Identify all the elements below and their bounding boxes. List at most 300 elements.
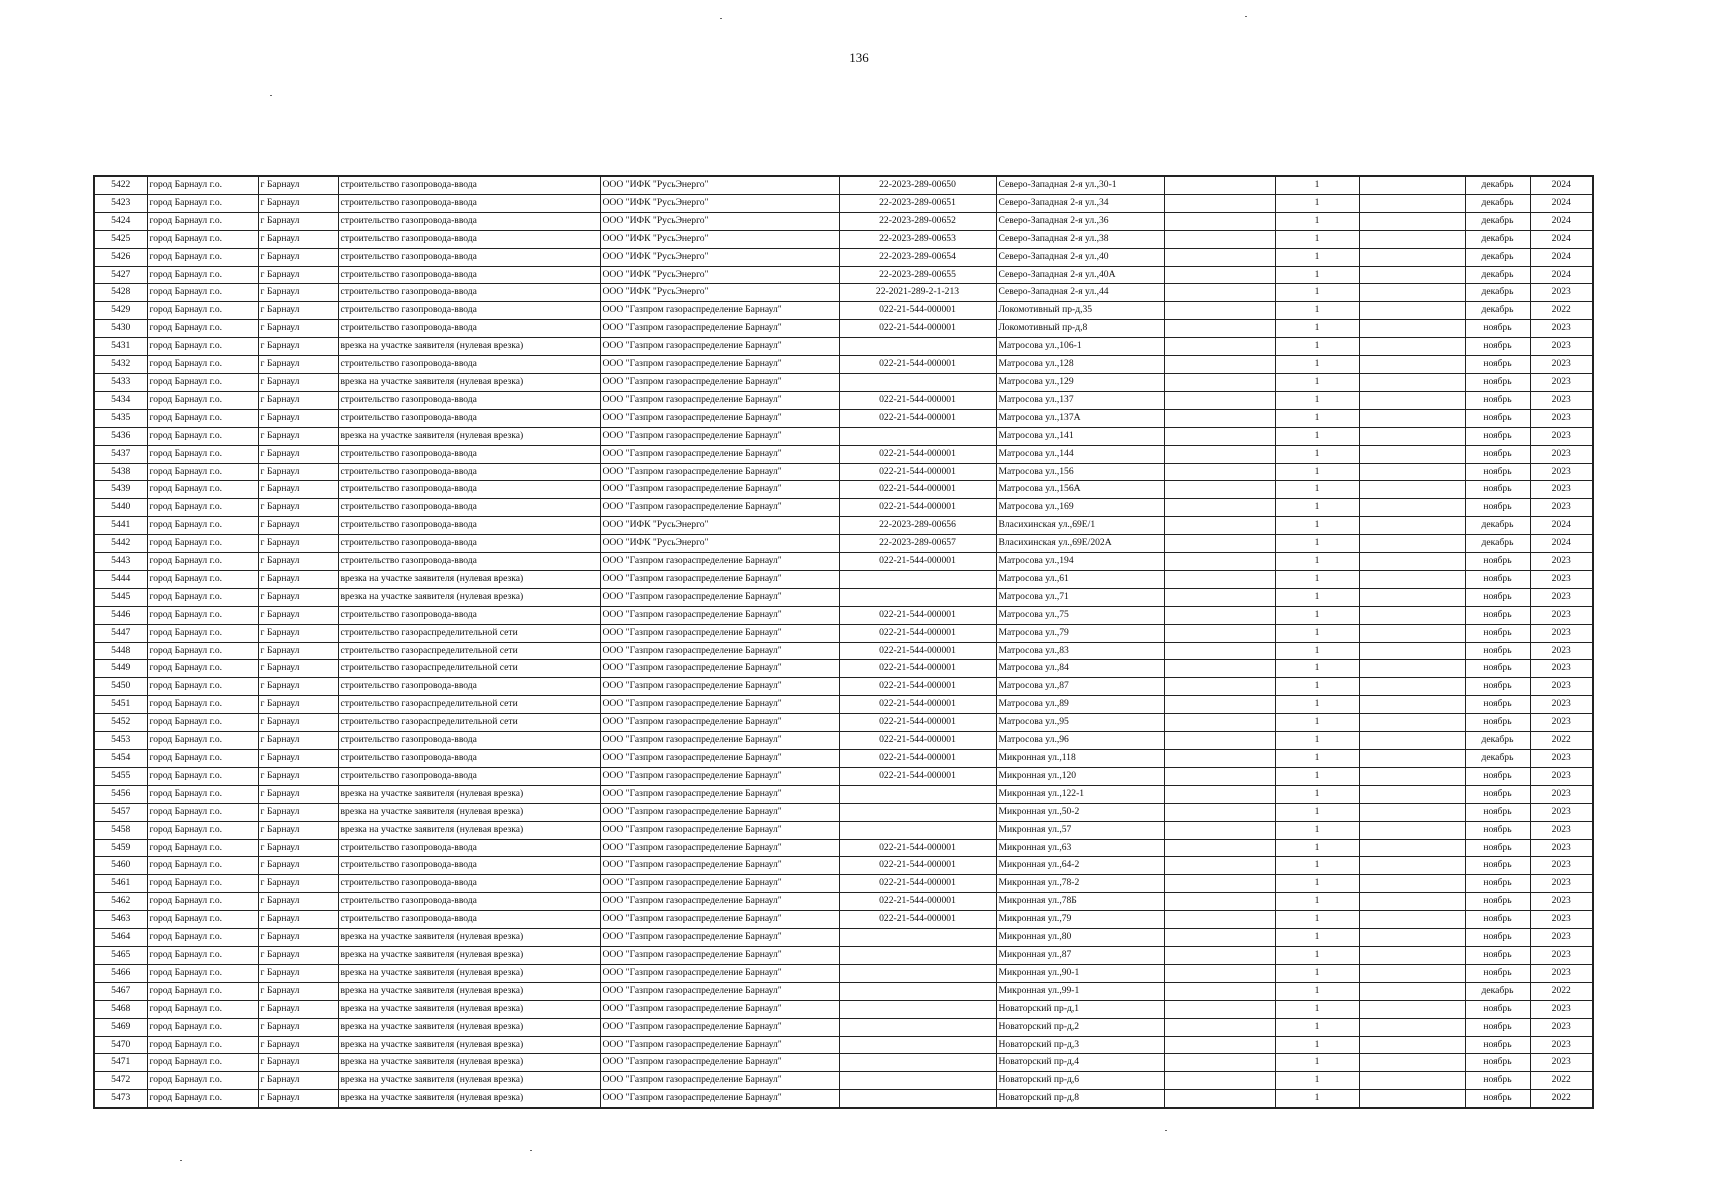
- empty-cell: [1359, 767, 1465, 785]
- empty-cell: [1164, 499, 1275, 517]
- organization-cell: ООО "Газпром газораспределение Барнаул": [600, 373, 839, 391]
- district-cell: город Барнаул г.о.: [147, 982, 258, 1000]
- empty-cell: [1359, 893, 1465, 911]
- month-cell: ноябрь: [1465, 391, 1530, 409]
- document-number-cell: [839, 964, 996, 982]
- month-cell: ноябрь: [1465, 338, 1530, 356]
- settlement-cell: г Барнаул: [258, 284, 338, 302]
- empty-cell: [1359, 732, 1465, 750]
- table-row: [94, 642, 1593, 660]
- year-cell: 2023: [1530, 660, 1593, 678]
- month-cell: ноябрь: [1465, 946, 1530, 964]
- organization-cell: ООО "Газпром газораспределение Барнаул": [600, 409, 839, 427]
- document-number-cell: 022-21-544-000001: [839, 660, 996, 678]
- month-cell: ноябрь: [1465, 875, 1530, 893]
- quantity-cell: 1: [1275, 660, 1359, 678]
- settlement-cell: г Барнаул: [258, 767, 338, 785]
- quantity-cell: 1: [1275, 445, 1359, 463]
- year-cell: 2023: [1530, 714, 1593, 732]
- settlement-cell: г Барнаул: [258, 338, 338, 356]
- year-cell: 2023: [1530, 356, 1593, 374]
- address-cell: Микронная ул.,57: [996, 821, 1164, 839]
- organization-cell: ООО "Газпром газораспределение Барнаул": [600, 1018, 839, 1036]
- settlement-cell: г Барнаул: [258, 1072, 338, 1090]
- month-cell: ноябрь: [1465, 767, 1530, 785]
- empty-cell: [1164, 624, 1275, 642]
- quantity-cell: 1: [1275, 284, 1359, 302]
- document-number-cell: [839, 821, 996, 839]
- quantity-cell: 1: [1275, 230, 1359, 248]
- empty-cell: [1359, 517, 1465, 535]
- organization-cell: ООО "Газпром газораспределение Барнаул": [600, 821, 839, 839]
- district-cell: город Барнаул г.о.: [147, 857, 258, 875]
- organization-cell: ООО "Газпром газораспределение Барнаул": [600, 839, 839, 857]
- month-cell: ноябрь: [1465, 373, 1530, 391]
- table-row: [94, 391, 1593, 409]
- row-number-cell: 5466: [94, 964, 147, 982]
- year-cell: 2023: [1530, 642, 1593, 660]
- quantity-cell: 1: [1275, 893, 1359, 911]
- empty-cell: [1359, 356, 1465, 374]
- month-cell: декабрь: [1465, 248, 1530, 266]
- table-row: [94, 803, 1593, 821]
- quantity-cell: 1: [1275, 732, 1359, 750]
- empty-cell: [1359, 1072, 1465, 1090]
- address-cell: Северо-Западная 2-я ул.,40А: [996, 266, 1164, 284]
- address-cell: Новаторский пр-д,1: [996, 1000, 1164, 1018]
- empty-cell: [1359, 445, 1465, 463]
- month-cell: ноябрь: [1465, 320, 1530, 338]
- empty-cell: [1164, 678, 1275, 696]
- district-cell: город Барнаул г.о.: [147, 893, 258, 911]
- district-cell: город Барнаул г.о.: [147, 588, 258, 606]
- quantity-cell: 1: [1275, 821, 1359, 839]
- organization-cell: ООО "Газпром газораспределение Барнаул": [600, 964, 839, 982]
- settlement-cell: г Барнаул: [258, 1018, 338, 1036]
- year-cell: 2023: [1530, 1000, 1593, 1018]
- empty-cell: [1359, 553, 1465, 571]
- settlement-cell: г Барнаул: [258, 696, 338, 714]
- year-cell: 2024: [1530, 212, 1593, 230]
- row-number-cell: 5457: [94, 803, 147, 821]
- quantity-cell: 1: [1275, 714, 1359, 732]
- settlement-cell: г Барнаул: [258, 1000, 338, 1018]
- table-row: [94, 857, 1593, 875]
- quantity-cell: 1: [1275, 624, 1359, 642]
- address-cell: Матросова ул.,87: [996, 678, 1164, 696]
- address-cell: Микронная ул.,80: [996, 929, 1164, 947]
- settlement-cell: г Барнаул: [258, 517, 338, 535]
- settlement-cell: г Барнаул: [258, 230, 338, 248]
- document-number-cell: 22-2023-289-00653: [839, 230, 996, 248]
- quantity-cell: 1: [1275, 1054, 1359, 1072]
- empty-cell: [1164, 427, 1275, 445]
- settlement-cell: г Барнаул: [258, 660, 338, 678]
- district-cell: город Барнаул г.о.: [147, 391, 258, 409]
- work-type-cell: врезка на участке заявителя (нулевая врезка): [338, 1000, 600, 1018]
- address-cell: Матросова ул.,95: [996, 714, 1164, 732]
- settlement-cell: г Барнаул: [258, 678, 338, 696]
- organization-cell: ООО "Газпром газораспределение Барнаул": [600, 338, 839, 356]
- row-number-cell: 5429: [94, 302, 147, 320]
- work-type-cell: врезка на участке заявителя (нулевая врезка): [338, 785, 600, 803]
- work-type-cell: врезка на участке заявителя (нулевая врезка): [338, 1036, 600, 1054]
- quantity-cell: 1: [1275, 338, 1359, 356]
- address-cell: Матросова ул.,106-1: [996, 338, 1164, 356]
- organization-cell: ООО "Газпром газораспределение Барнаул": [600, 481, 839, 499]
- document-number-cell: 22-2023-289-00652: [839, 212, 996, 230]
- address-cell: Матросова ул.,137: [996, 391, 1164, 409]
- table-row: [94, 785, 1593, 803]
- address-cell: Микронная ул.,78-2: [996, 875, 1164, 893]
- month-cell: декабрь: [1465, 982, 1530, 1000]
- year-cell: 2023: [1530, 409, 1593, 427]
- settlement-cell: г Барнаул: [258, 911, 338, 929]
- year-cell: 2023: [1530, 373, 1593, 391]
- year-cell: 2023: [1530, 1036, 1593, 1054]
- address-cell: Матросова ул.,83: [996, 642, 1164, 660]
- year-cell: 2023: [1530, 320, 1593, 338]
- empty-cell: [1359, 785, 1465, 803]
- address-cell: Матросова ул.,137А: [996, 409, 1164, 427]
- empty-cell: [1164, 266, 1275, 284]
- empty-cell: [1164, 982, 1275, 1000]
- address-cell: Матросова ул.,84: [996, 660, 1164, 678]
- empty-cell: [1164, 785, 1275, 803]
- settlement-cell: г Барнаул: [258, 570, 338, 588]
- address-cell: Матросова ул.,128: [996, 356, 1164, 374]
- empty-cell: [1164, 1090, 1275, 1108]
- document-number-cell: [839, 1036, 996, 1054]
- empty-cell: [1164, 1000, 1275, 1018]
- organization-cell: ООО "Газпром газораспределение Барнаул": [600, 929, 839, 947]
- empty-cell: [1359, 1090, 1465, 1108]
- organization-cell: ООО "Газпром газораспределение Барнаул": [600, 875, 839, 893]
- year-cell: 2023: [1530, 839, 1593, 857]
- empty-cell: [1164, 767, 1275, 785]
- work-type-cell: строительство газораспределительной сети: [338, 696, 600, 714]
- row-number-cell: 5472: [94, 1072, 147, 1090]
- month-cell: ноябрь: [1465, 499, 1530, 517]
- work-type-cell: врезка на участке заявителя (нулевая врезка): [338, 570, 600, 588]
- address-cell: Северо-Западная 2-я ул.,40: [996, 248, 1164, 266]
- address-cell: Матросова ул.,89: [996, 696, 1164, 714]
- address-cell: Микронная ул.,122-1: [996, 785, 1164, 803]
- empty-cell: [1164, 732, 1275, 750]
- address-cell: Матросова ул.,194: [996, 553, 1164, 571]
- row-number-cell: 5467: [94, 982, 147, 1000]
- settlement-cell: г Барнаул: [258, 839, 338, 857]
- empty-cell: [1164, 570, 1275, 588]
- address-cell: Матросова ул.,79: [996, 624, 1164, 642]
- work-type-cell: строительство газопровода-ввода: [338, 767, 600, 785]
- document-number-cell: [839, 373, 996, 391]
- year-cell: 2022: [1530, 732, 1593, 750]
- quantity-cell: 1: [1275, 839, 1359, 857]
- year-cell: 2023: [1530, 391, 1593, 409]
- organization-cell: ООО "Газпром газораспределение Барнаул": [600, 714, 839, 732]
- empty-cell: [1164, 463, 1275, 481]
- month-cell: ноябрь: [1465, 553, 1530, 571]
- empty-cell: [1359, 212, 1465, 230]
- row-number-cell: 5471: [94, 1054, 147, 1072]
- work-type-cell: строительство газопровода-ввода: [338, 356, 600, 374]
- quantity-cell: 1: [1275, 767, 1359, 785]
- empty-cell: [1164, 660, 1275, 678]
- scan-speck: [720, 18, 722, 19]
- empty-cell: [1359, 302, 1465, 320]
- year-cell: 2023: [1530, 284, 1593, 302]
- settlement-cell: г Барнаул: [258, 427, 338, 445]
- row-number-cell: 5438: [94, 463, 147, 481]
- document-number-cell: 022-21-544-000001: [839, 642, 996, 660]
- empty-cell: [1164, 212, 1275, 230]
- district-cell: город Барнаул г.о.: [147, 463, 258, 481]
- month-cell: ноябрь: [1465, 929, 1530, 947]
- organization-cell: ООО "Газпром газораспределение Барнаул": [600, 1072, 839, 1090]
- quantity-cell: 1: [1275, 606, 1359, 624]
- table-row: [94, 624, 1593, 642]
- settlement-cell: г Барнаул: [258, 499, 338, 517]
- district-cell: город Барнаул г.о.: [147, 1090, 258, 1108]
- quantity-cell: 1: [1275, 302, 1359, 320]
- work-type-cell: строительство газораспределительной сети: [338, 714, 600, 732]
- row-number-cell: 5464: [94, 929, 147, 947]
- work-type-cell: врезка на участке заявителя (нулевая врезка): [338, 1018, 600, 1036]
- row-number-cell: 5454: [94, 750, 147, 768]
- district-cell: город Барнаул г.о.: [147, 929, 258, 947]
- empty-cell: [1359, 821, 1465, 839]
- document-number-cell: 22-2023-289-00654: [839, 248, 996, 266]
- year-cell: 2023: [1530, 767, 1593, 785]
- row-number-cell: 5433: [94, 373, 147, 391]
- district-cell: город Барнаул г.о.: [147, 750, 258, 768]
- page-number: 136: [849, 50, 869, 65]
- year-cell: 2023: [1530, 964, 1593, 982]
- address-cell: Микронная ул.,63: [996, 839, 1164, 857]
- document-number-cell: 022-21-544-000001: [839, 678, 996, 696]
- address-cell: Новаторский пр-д,4: [996, 1054, 1164, 1072]
- work-type-cell: строительство газопровода-ввода: [338, 302, 600, 320]
- year-cell: 2024: [1530, 517, 1593, 535]
- row-number-cell: 5448: [94, 642, 147, 660]
- empty-cell: [1359, 1000, 1465, 1018]
- empty-cell: [1359, 427, 1465, 445]
- empty-cell: [1359, 839, 1465, 857]
- table-row: [94, 356, 1593, 374]
- empty-cell: [1359, 875, 1465, 893]
- row-number-cell: 5453: [94, 732, 147, 750]
- quantity-cell: 1: [1275, 248, 1359, 266]
- quantity-cell: 1: [1275, 803, 1359, 821]
- empty-cell: [1359, 750, 1465, 768]
- empty-cell: [1359, 982, 1465, 1000]
- year-cell: 2023: [1530, 427, 1593, 445]
- work-type-cell: строительство газопровода-ввода: [338, 839, 600, 857]
- quantity-cell: 1: [1275, 642, 1359, 660]
- organization-cell: ООО "Газпром газораспределение Барнаул": [600, 463, 839, 481]
- district-cell: город Барнаул г.о.: [147, 517, 258, 535]
- table-row: [94, 588, 1593, 606]
- year-cell: 2023: [1530, 499, 1593, 517]
- district-cell: город Барнаул г.о.: [147, 409, 258, 427]
- district-cell: город Барнаул г.о.: [147, 427, 258, 445]
- settlement-cell: г Барнаул: [258, 356, 338, 374]
- year-cell: 2022: [1530, 982, 1593, 1000]
- quantity-cell: 1: [1275, 588, 1359, 606]
- district-cell: город Барнаул г.о.: [147, 624, 258, 642]
- quantity-cell: 1: [1275, 1000, 1359, 1018]
- address-cell: Северо-Западная 2-я ул.,38: [996, 230, 1164, 248]
- work-type-cell: врезка на участке заявителя (нулевая врезка): [338, 338, 600, 356]
- table-row: [94, 929, 1593, 947]
- row-number-cell: 5426: [94, 248, 147, 266]
- settlement-cell: г Барнаул: [258, 785, 338, 803]
- work-type-cell: строительство газопровода-ввода: [338, 463, 600, 481]
- settlement-cell: г Барнаул: [258, 642, 338, 660]
- settlement-cell: г Барнаул: [258, 553, 338, 571]
- address-cell: Новаторский пр-д,2: [996, 1018, 1164, 1036]
- work-type-cell: строительство газораспределительной сети: [338, 642, 600, 660]
- document-number-cell: 022-21-544-000001: [839, 320, 996, 338]
- work-type-cell: строительство газопровода-ввода: [338, 535, 600, 553]
- work-type-cell: строительство газопровода-ввода: [338, 409, 600, 427]
- organization-cell: ООО "Газпром газораспределение Барнаул": [600, 1000, 839, 1018]
- row-number-cell: 5431: [94, 338, 147, 356]
- table-row: [94, 535, 1593, 553]
- settlement-cell: г Барнаул: [258, 194, 338, 212]
- gas-connection-register-table: [93, 175, 1594, 1109]
- address-cell: Матросова ул.,75: [996, 606, 1164, 624]
- document-number-cell: 022-21-544-000001: [839, 857, 996, 875]
- empty-cell: [1164, 373, 1275, 391]
- empty-cell: [1359, 642, 1465, 660]
- year-cell: 2023: [1530, 463, 1593, 481]
- row-number-cell: 5435: [94, 409, 147, 427]
- settlement-cell: г Барнаул: [258, 606, 338, 624]
- empty-cell: [1359, 499, 1465, 517]
- settlement-cell: г Барнаул: [258, 409, 338, 427]
- table-row: [94, 176, 1593, 194]
- table-row: [94, 248, 1593, 266]
- row-number-cell: 5439: [94, 481, 147, 499]
- document-number-cell: 022-21-544-000001: [839, 750, 996, 768]
- district-cell: город Барнаул г.о.: [147, 481, 258, 499]
- document-number-cell: 022-21-544-000001: [839, 356, 996, 374]
- work-type-cell: строительство газопровода-ввода: [338, 606, 600, 624]
- organization-cell: ООО "Газпром газораспределение Барнаул": [600, 588, 839, 606]
- district-cell: город Барнаул г.о.: [147, 212, 258, 230]
- address-cell: Микронная ул.,118: [996, 750, 1164, 768]
- month-cell: ноябрь: [1465, 803, 1530, 821]
- address-cell: Микронная ул.,64-2: [996, 857, 1164, 875]
- district-cell: город Барнаул г.о.: [147, 266, 258, 284]
- quantity-cell: 1: [1275, 176, 1359, 194]
- row-number-cell: 5437: [94, 445, 147, 463]
- settlement-cell: г Барнаул: [258, 732, 338, 750]
- month-cell: декабрь: [1465, 750, 1530, 768]
- table-row: [94, 499, 1593, 517]
- district-cell: город Барнаул г.о.: [147, 803, 258, 821]
- row-number-cell: 5450: [94, 678, 147, 696]
- month-cell: ноябрь: [1465, 427, 1530, 445]
- row-number-cell: 5458: [94, 821, 147, 839]
- year-cell: 2023: [1530, 821, 1593, 839]
- quantity-cell: 1: [1275, 481, 1359, 499]
- month-cell: ноябрь: [1465, 356, 1530, 374]
- row-number-cell: 5447: [94, 624, 147, 642]
- empty-cell: [1164, 284, 1275, 302]
- year-cell: 2023: [1530, 696, 1593, 714]
- document-number-cell: 022-21-544-000001: [839, 732, 996, 750]
- row-number-cell: 5462: [94, 893, 147, 911]
- settlement-cell: г Барнаул: [258, 750, 338, 768]
- empty-cell: [1164, 714, 1275, 732]
- work-type-cell: строительство газопровода-ввода: [338, 875, 600, 893]
- empty-cell: [1164, 875, 1275, 893]
- address-cell: Матросова ул.,141: [996, 427, 1164, 445]
- year-cell: 2023: [1530, 445, 1593, 463]
- work-type-cell: строительство газопровода-ввода: [338, 445, 600, 463]
- empty-cell: [1164, 696, 1275, 714]
- quantity-cell: 1: [1275, 678, 1359, 696]
- document-number-cell: 022-21-544-000001: [839, 767, 996, 785]
- document-number-cell: 022-21-544-000001: [839, 839, 996, 857]
- address-cell: Новаторский пр-д,3: [996, 1036, 1164, 1054]
- month-cell: ноябрь: [1465, 964, 1530, 982]
- address-cell: Микронная ул.,120: [996, 767, 1164, 785]
- table-row: [94, 821, 1593, 839]
- document-number-cell: [839, 338, 996, 356]
- district-cell: город Барнаул г.о.: [147, 445, 258, 463]
- year-cell: 2024: [1530, 266, 1593, 284]
- settlement-cell: г Барнаул: [258, 535, 338, 553]
- address-cell: Северо-Западная 2-я ул.,36: [996, 212, 1164, 230]
- row-number-cell: 5443: [94, 553, 147, 571]
- month-cell: ноябрь: [1465, 714, 1530, 732]
- month-cell: ноябрь: [1465, 1054, 1530, 1072]
- row-number-cell: 5441: [94, 517, 147, 535]
- district-cell: город Барнаул г.о.: [147, 606, 258, 624]
- quantity-cell: 1: [1275, 553, 1359, 571]
- organization-cell: ООО "Газпром газораспределение Барнаул": [600, 427, 839, 445]
- document-number-cell: 022-21-544-000001: [839, 409, 996, 427]
- row-number-cell: 5425: [94, 230, 147, 248]
- table-row: [94, 696, 1593, 714]
- row-number-cell: 5440: [94, 499, 147, 517]
- settlement-cell: г Барнаул: [258, 982, 338, 1000]
- district-cell: город Барнаул г.о.: [147, 946, 258, 964]
- settlement-cell: г Барнаул: [258, 1054, 338, 1072]
- work-type-cell: строительство газопровода-ввода: [338, 911, 600, 929]
- row-number-cell: 5460: [94, 857, 147, 875]
- quantity-cell: 1: [1275, 982, 1359, 1000]
- month-cell: ноябрь: [1465, 445, 1530, 463]
- quantity-cell: 1: [1275, 391, 1359, 409]
- empty-cell: [1164, 803, 1275, 821]
- district-cell: город Барнаул г.о.: [147, 248, 258, 266]
- address-cell: Микронная ул.,90-1: [996, 964, 1164, 982]
- table-row: [94, 1036, 1593, 1054]
- empty-cell: [1164, 606, 1275, 624]
- empty-cell: [1359, 266, 1465, 284]
- empty-cell: [1164, 1054, 1275, 1072]
- organization-cell: ООО "Газпром газораспределение Барнаул": [600, 946, 839, 964]
- empty-cell: [1164, 338, 1275, 356]
- month-cell: декабрь: [1465, 284, 1530, 302]
- organization-cell: ООО "Газпром газораспределение Барнаул": [600, 660, 839, 678]
- district-cell: город Барнаул г.о.: [147, 176, 258, 194]
